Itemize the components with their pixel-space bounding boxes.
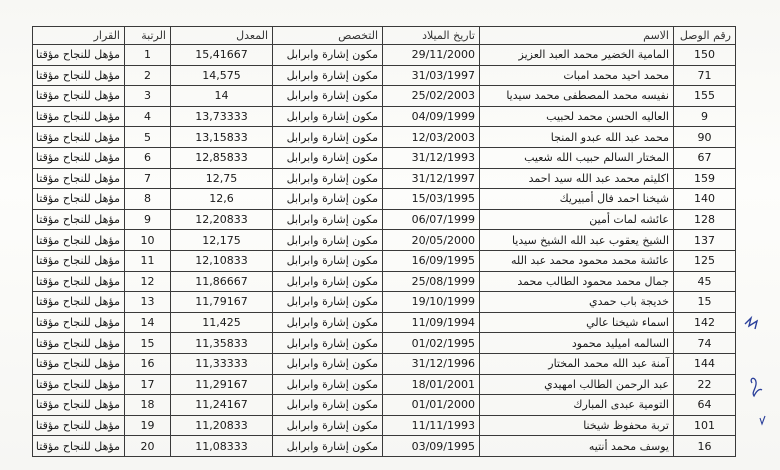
- cell-name: شيخنا احمد فال أمبيريك: [480, 189, 674, 210]
- cell-specialty: مكون إشارة وابرابل: [273, 86, 383, 107]
- cell-decision: مؤهل للنجاح مؤقتا: [33, 230, 125, 251]
- table-header-row: [33, 27, 736, 45]
- cell-decision: مؤهل للنجاح مؤقتا: [33, 127, 125, 148]
- header-average: المعدل: [171, 27, 273, 45]
- cell-name: آمنة عبد الله محمد المختار: [480, 353, 674, 374]
- cell-rank: 2: [125, 65, 171, 86]
- cell-average: 12,6: [171, 189, 273, 210]
- header-name: الاسم: [480, 27, 674, 45]
- cell-number: 142: [674, 312, 736, 333]
- cell-name: المختار السالم حبيب الله شعيب: [480, 147, 674, 168]
- cell-rank: 13: [125, 292, 171, 313]
- cell-rank: 16: [125, 353, 171, 374]
- cell-average: 11,08333: [171, 436, 273, 457]
- table-body: [33, 45, 736, 457]
- cell-name: محمد عبد الله عبدو المنجا: [480, 127, 674, 148]
- cell-birth-date: 31/03/1997: [383, 65, 480, 86]
- cell-decision: مؤهل للنجاح مؤقتا: [33, 292, 125, 313]
- cell-rank: 5: [125, 127, 171, 148]
- cell-number: 140: [674, 189, 736, 210]
- cell-average: 13,15833: [171, 127, 273, 148]
- cell-birth-date: 31/12/1996: [383, 353, 480, 374]
- cell-name: جمال محمد محمود الطالب محمد: [480, 271, 674, 292]
- cell-number: 128: [674, 209, 736, 230]
- table-row: [33, 106, 736, 127]
- cell-name: عبد الرحمن الطالب امهيدي: [480, 374, 674, 395]
- table-row: [33, 127, 736, 148]
- cell-number: 22: [674, 374, 736, 395]
- cell-number: 137: [674, 230, 736, 251]
- cell-specialty: مكون إشارة وابرابل: [273, 65, 383, 86]
- cell-name: عائشة محمد محمود محمد عبد الله: [480, 250, 674, 271]
- cell-decision: مؤهل للنجاح مؤقتا: [33, 436, 125, 457]
- cell-specialty: مكون إشارة وابرابل: [273, 45, 383, 66]
- cell-specialty: مكون إشارة وابرابل: [273, 374, 383, 395]
- cell-birth-date: 31/12/1997: [383, 168, 480, 189]
- cell-number: 150: [674, 45, 736, 66]
- table-row: [33, 250, 736, 271]
- table-row: [33, 230, 736, 251]
- cell-decision: مؤهل للنجاح مؤقتا: [33, 45, 125, 66]
- cell-average: 11,79167: [171, 292, 273, 313]
- cell-name: محمد احيد محمد امبات: [480, 65, 674, 86]
- cell-decision: مؤهل للنجاح مؤقتا: [33, 374, 125, 395]
- cell-birth-date: 15/03/1995: [383, 189, 480, 210]
- header-number: رقم الوصل: [674, 27, 736, 45]
- cell-rank: 14: [125, 312, 171, 333]
- cell-decision: مؤهل للنجاح مؤقتا: [33, 312, 125, 333]
- cell-average: 12,20833: [171, 209, 273, 230]
- cell-decision: مؤهل للنجاح مؤقتا: [33, 189, 125, 210]
- cell-specialty: مكون إشارة وابرابل: [273, 127, 383, 148]
- cell-number: 101: [674, 415, 736, 436]
- cell-rank: 6: [125, 147, 171, 168]
- cell-decision: مؤهل للنجاح مؤقتا: [33, 271, 125, 292]
- cell-rank: 12: [125, 271, 171, 292]
- header-rank: الرتبة: [125, 27, 171, 45]
- table-row: [33, 292, 736, 313]
- cell-specialty: مكون إشارة وابرابل: [273, 147, 383, 168]
- cell-rank: 10: [125, 230, 171, 251]
- table-row: [33, 395, 736, 416]
- cell-average: 11,425: [171, 312, 273, 333]
- cell-specialty: مكون إشارة وابرابل: [273, 230, 383, 251]
- cell-name: يوسف محمد أنتيه: [480, 436, 674, 457]
- cell-number: 74: [674, 333, 736, 354]
- cell-birth-date: 11/09/1994: [383, 312, 480, 333]
- cell-birth-date: 19/10/1999: [383, 292, 480, 313]
- results-table: [32, 26, 736, 457]
- table-row: [33, 65, 736, 86]
- cell-birth-date: 25/02/2003: [383, 86, 480, 107]
- cell-specialty: مكون إشارة وابرابل: [273, 333, 383, 354]
- cell-specialty: مكون إشارة وابرابل: [273, 250, 383, 271]
- cell-name: نفيسه محمد المصطفى محمد سيديا: [480, 86, 674, 107]
- table-row: [33, 312, 736, 333]
- cell-average: 12,10833: [171, 250, 273, 271]
- cell-name: العاليه الحسن محمد لحبيب: [480, 106, 674, 127]
- cell-average: 11,86667: [171, 271, 273, 292]
- cell-decision: مؤهل للنجاح مؤقتا: [33, 333, 125, 354]
- cell-specialty: مكون إشارة وابرابل: [273, 436, 383, 457]
- cell-birth-date: 01/02/1995: [383, 333, 480, 354]
- cell-rank: 15: [125, 333, 171, 354]
- cell-specialty: مكون إشارة وابرابل: [273, 106, 383, 127]
- table-row: [33, 374, 736, 395]
- cell-rank: 17: [125, 374, 171, 395]
- cell-birth-date: 16/09/1995: [383, 250, 480, 271]
- cell-rank: 7: [125, 168, 171, 189]
- table-row: [33, 189, 736, 210]
- table-row: [33, 168, 736, 189]
- cell-number: 155: [674, 86, 736, 107]
- cell-decision: مؤهل للنجاح مؤقتا: [33, 147, 125, 168]
- cell-average: 14: [171, 86, 273, 107]
- cell-name: عائشه لمات أمين: [480, 209, 674, 230]
- cell-number: 16: [674, 436, 736, 457]
- cell-number: 45: [674, 271, 736, 292]
- cell-decision: مؤهل للنجاح مؤقتا: [33, 395, 125, 416]
- cell-rank: 3: [125, 86, 171, 107]
- cell-average: 14,575: [171, 65, 273, 86]
- cell-number: 125: [674, 250, 736, 271]
- cell-birth-date: 03/09/1995: [383, 436, 480, 457]
- cell-name: المامية الخضير محمد العبد العزيز: [480, 45, 674, 66]
- cell-specialty: مكون إشارة وابرابل: [273, 189, 383, 210]
- cell-rank: 8: [125, 189, 171, 210]
- table-row: [33, 209, 736, 230]
- cell-average: 11,24167: [171, 395, 273, 416]
- cell-birth-date: 11/11/1993: [383, 415, 480, 436]
- cell-rank: 4: [125, 106, 171, 127]
- cell-birth-date: 01/01/2000: [383, 395, 480, 416]
- cell-rank: 1: [125, 45, 171, 66]
- cell-rank: 9: [125, 209, 171, 230]
- cell-rank: 18: [125, 395, 171, 416]
- cell-name: الشيخ يعقوب عبد الله الشيخ سيديا: [480, 230, 674, 251]
- cell-name: تربة محفوظ شيخنا: [480, 415, 674, 436]
- cell-average: 11,29167: [171, 374, 273, 395]
- table-row: [33, 333, 736, 354]
- cell-average: 12,75: [171, 168, 273, 189]
- cell-decision: مؤهل للنجاح مؤقتا: [33, 168, 125, 189]
- cell-number: 90: [674, 127, 736, 148]
- cell-decision: مؤهل للنجاح مؤقتا: [33, 250, 125, 271]
- header-specialty: التخصص: [273, 27, 383, 45]
- cell-number: 71: [674, 65, 736, 86]
- cell-decision: مؤهل للنجاح مؤقتا: [33, 209, 125, 230]
- cell-specialty: مكون إشارة وابرابل: [273, 353, 383, 374]
- cell-rank: 11: [125, 250, 171, 271]
- cell-birth-date: 06/07/1999: [383, 209, 480, 230]
- cell-number: 9: [674, 106, 736, 127]
- table-row: [33, 147, 736, 168]
- table-row: [33, 45, 736, 66]
- table-row: [33, 353, 736, 374]
- cell-average: 12,175: [171, 230, 273, 251]
- cell-number: 144: [674, 353, 736, 374]
- header-decision: القرار: [33, 27, 125, 45]
- cell-specialty: مكون إشارة وابرابل: [273, 395, 383, 416]
- pen-signature-mark: [751, 378, 762, 396]
- cell-specialty: مكون إشارة وابرابل: [273, 271, 383, 292]
- pen-tick-bottom: [760, 416, 765, 424]
- cell-average: 13,73333: [171, 106, 273, 127]
- cell-specialty: مكون إشارة وابرابل: [273, 292, 383, 313]
- cell-specialty: مكون إشارة وابرابل: [273, 415, 383, 436]
- cell-birth-date: 29/11/2000: [383, 45, 480, 66]
- cell-name: السالمه اميليد محمود: [480, 333, 674, 354]
- cell-decision: مؤهل للنجاح مؤقتا: [33, 353, 125, 374]
- table-row: [33, 271, 736, 292]
- cell-birth-date: 12/03/2003: [383, 127, 480, 148]
- table-row: [33, 415, 736, 436]
- cell-average: 11,20833: [171, 415, 273, 436]
- cell-birth-date: 31/12/1993: [383, 147, 480, 168]
- cell-name: خديجة باب حمدي: [480, 292, 674, 313]
- cell-decision: مؤهل للنجاح مؤقتا: [33, 65, 125, 86]
- cell-average: 11,33333: [171, 353, 273, 374]
- cell-name: اكليثم محمد عبد الله سيد احمد: [480, 168, 674, 189]
- cell-name: اسماء شيخنا عالي: [480, 312, 674, 333]
- cell-decision: مؤهل للنجاح مؤقتا: [33, 415, 125, 436]
- pen-check-mark-top: [745, 318, 757, 329]
- cell-birth-date: 25/08/1999: [383, 271, 480, 292]
- cell-specialty: مكون إشارة وابرابل: [273, 168, 383, 189]
- cell-decision: مؤهل للنجاح مؤقتا: [33, 86, 125, 107]
- cell-birth-date: 20/05/2000: [383, 230, 480, 251]
- cell-specialty: مكون إشارة وابرابل: [273, 209, 383, 230]
- table-row: [33, 86, 736, 107]
- cell-decision: مؤهل للنجاح مؤقتا: [33, 106, 125, 127]
- handwritten-marks: [735, 0, 780, 470]
- cell-birth-date: 04/09/1999: [383, 106, 480, 127]
- cell-average: 12,85833: [171, 147, 273, 168]
- cell-number: 67: [674, 147, 736, 168]
- cell-name: التومية عبدى المبارك: [480, 395, 674, 416]
- cell-rank: 20: [125, 436, 171, 457]
- cell-rank: 19: [125, 415, 171, 436]
- cell-specialty: مكون إشارة وابرابل: [273, 312, 383, 333]
- cell-number: 64: [674, 395, 736, 416]
- header-birth-date: تاريخ الميلاد: [383, 27, 480, 45]
- cell-number: 159: [674, 168, 736, 189]
- cell-average: 15,41667: [171, 45, 273, 66]
- cell-average: 11,35833: [171, 333, 273, 354]
- table-row: [33, 436, 736, 457]
- cell-birth-date: 18/01/2001: [383, 374, 480, 395]
- cell-number: 15: [674, 292, 736, 313]
